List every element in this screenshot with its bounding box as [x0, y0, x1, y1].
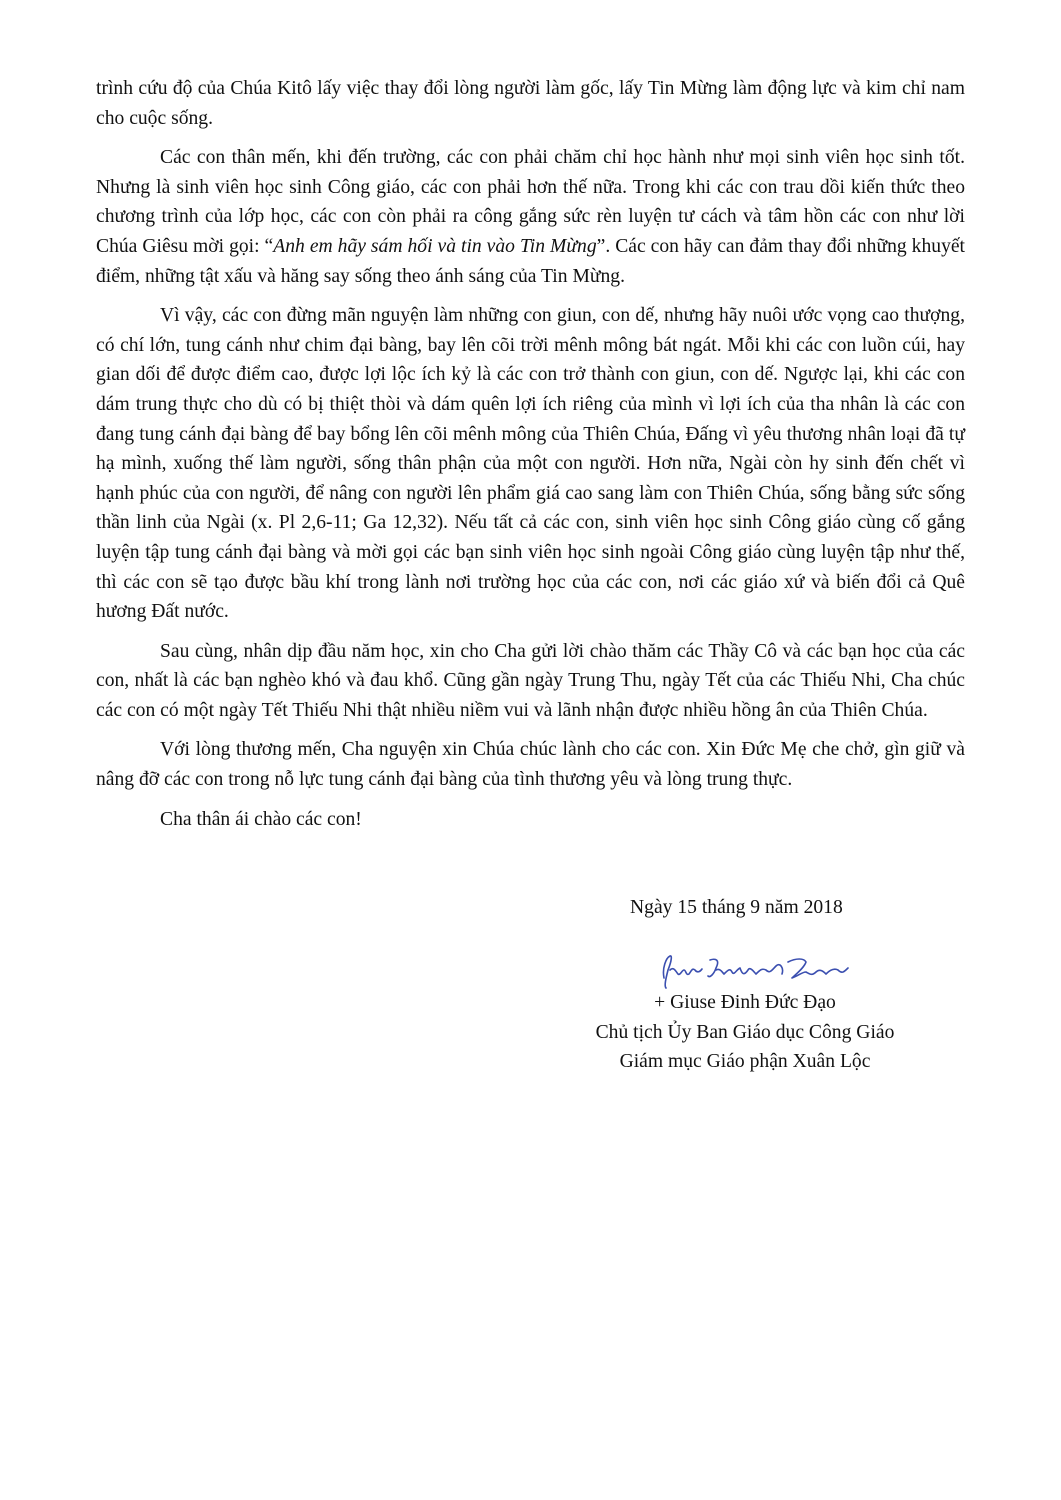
- paragraph-3: Vì vậy, các con đừng mãn nguyện làm những con giun, con dế, nhưng hãy nuôi ước vọng cao thượng, có chí lớn, tung cánh như chim đại bàng, bay lên cõi trời mênh mông bát ngát. Mỗi khi các con luồn cúi, hay gian dối để được điểm cao, được lợi lộc ích kỷ là các con trở thành con giun, con dế. Ngược lại, khi các con dám trung thực cho dù có bị thiệt thòi và dám quên lợi ích riêng của mình vì lợi ích của tha nhân là các con đang tung cánh đại bàng để bay bổng lên cõi mênh mông của Thiên Chúa, Đấng vì yêu thương nhân loại đã tự hạ mình, xuống thế làm người, sống thân phận của một con người. Hơn nữa, Ngài còn hy sinh đến chết vì hạnh phúc của con người, để nâng con người lên phẩm giá cao sang làm con Thiên Chúa, sống bằng sức sống thần linh của Ngài (x. Pl 2,6-11; Ga 12,32). Nếu tất cả các con, sinh viên học sinh Công giáo cùng cố gắng luyện tập tung cánh đại bàng và mời gọi các bạn sinh viên học sinh ngoài Công giáo cùng luyện tập như thế, thì các con sẽ tạo được bầu khí trong lành nơi trường học của các con, nơi các giáo xứ và biến đổi cả Quê hương Đất nước.: [96, 305, 965, 623]
- paragraph-1: trình cứu độ của Chúa Kitô lấy việc thay đổi lòng người làm gốc, lấy Tin Mừng làm động lực và kim chỉ nam cho cuộc sống.: [96, 78, 965, 129]
- signer-name: + Giuse Đinh Đức Đạo: [654, 992, 836, 1013]
- paragraph-4: Sau cùng, nhân dịp đầu năm học, xin cho Cha gửi lời chào thăm các Thầy Cô và các bạn học của các con, nhất là các bạn nghèo khó và đau khổ. Cũng gần ngày Trung Thu, ngày Tết của các Thiếu Nhi, Cha chúc các con có một ngày Tết Thiếu Nhi thật nhiều niềm vui và lãnh nhận được nhiều hồng ân của Thiên Chúa.: [96, 640, 965, 721]
- signer-block: [580, 988, 910, 1077]
- closing-line: Cha thân ái chào các con!: [160, 808, 362, 830]
- signer-title-bishop: Giám mục Giáo phận Xuân Lộc: [619, 1051, 871, 1073]
- letter-date: Ngày 15 tháng 9 năm 2018: [630, 897, 843, 918]
- handwritten-signature: [656, 948, 856, 990]
- paragraph-2: [96, 143, 965, 291]
- paragraph-2-text-a: Các con thân mến, khi đến trường, các con phải chăm chỉ học hành như mọi sinh viên học sinh tốt. Nhưng là sinh viên học sinh Công giáo, các con phải hơn thế nữa. Trong khi các con trau dồi kiến thức theo chương trình của lớp học, các con còn phải ra công gắng sức rèn luyện tư cách và tâm hồn các con như lời Chúa Giêsu mời gọi: “: [96, 147, 965, 257]
- paragraph-2-text-b: ”. Các con hãy can đảm thay đổi những khuyết điểm, những tật xấu và hăng say sống theo ánh sáng của Tin Mừng.: [96, 235, 966, 287]
- letter-body: [96, 74, 965, 834]
- scripture-quote: Anh em hãy sám hối và tin vào Tin Mừng: [273, 235, 597, 257]
- paragraph-5: Với lòng thương mến, Cha nguyện xin Chúa chúc lành cho các con. Xin Đức Mẹ che chở, gìn giữ và nâng đỡ các con trong nỗ lực tung cánh đại bàng của tình thương yêu và lòng trung thực.: [96, 739, 965, 791]
- signer-title-committee: Chủ tịch Ủy Ban Giáo dục Công Giáo: [595, 1021, 895, 1043]
